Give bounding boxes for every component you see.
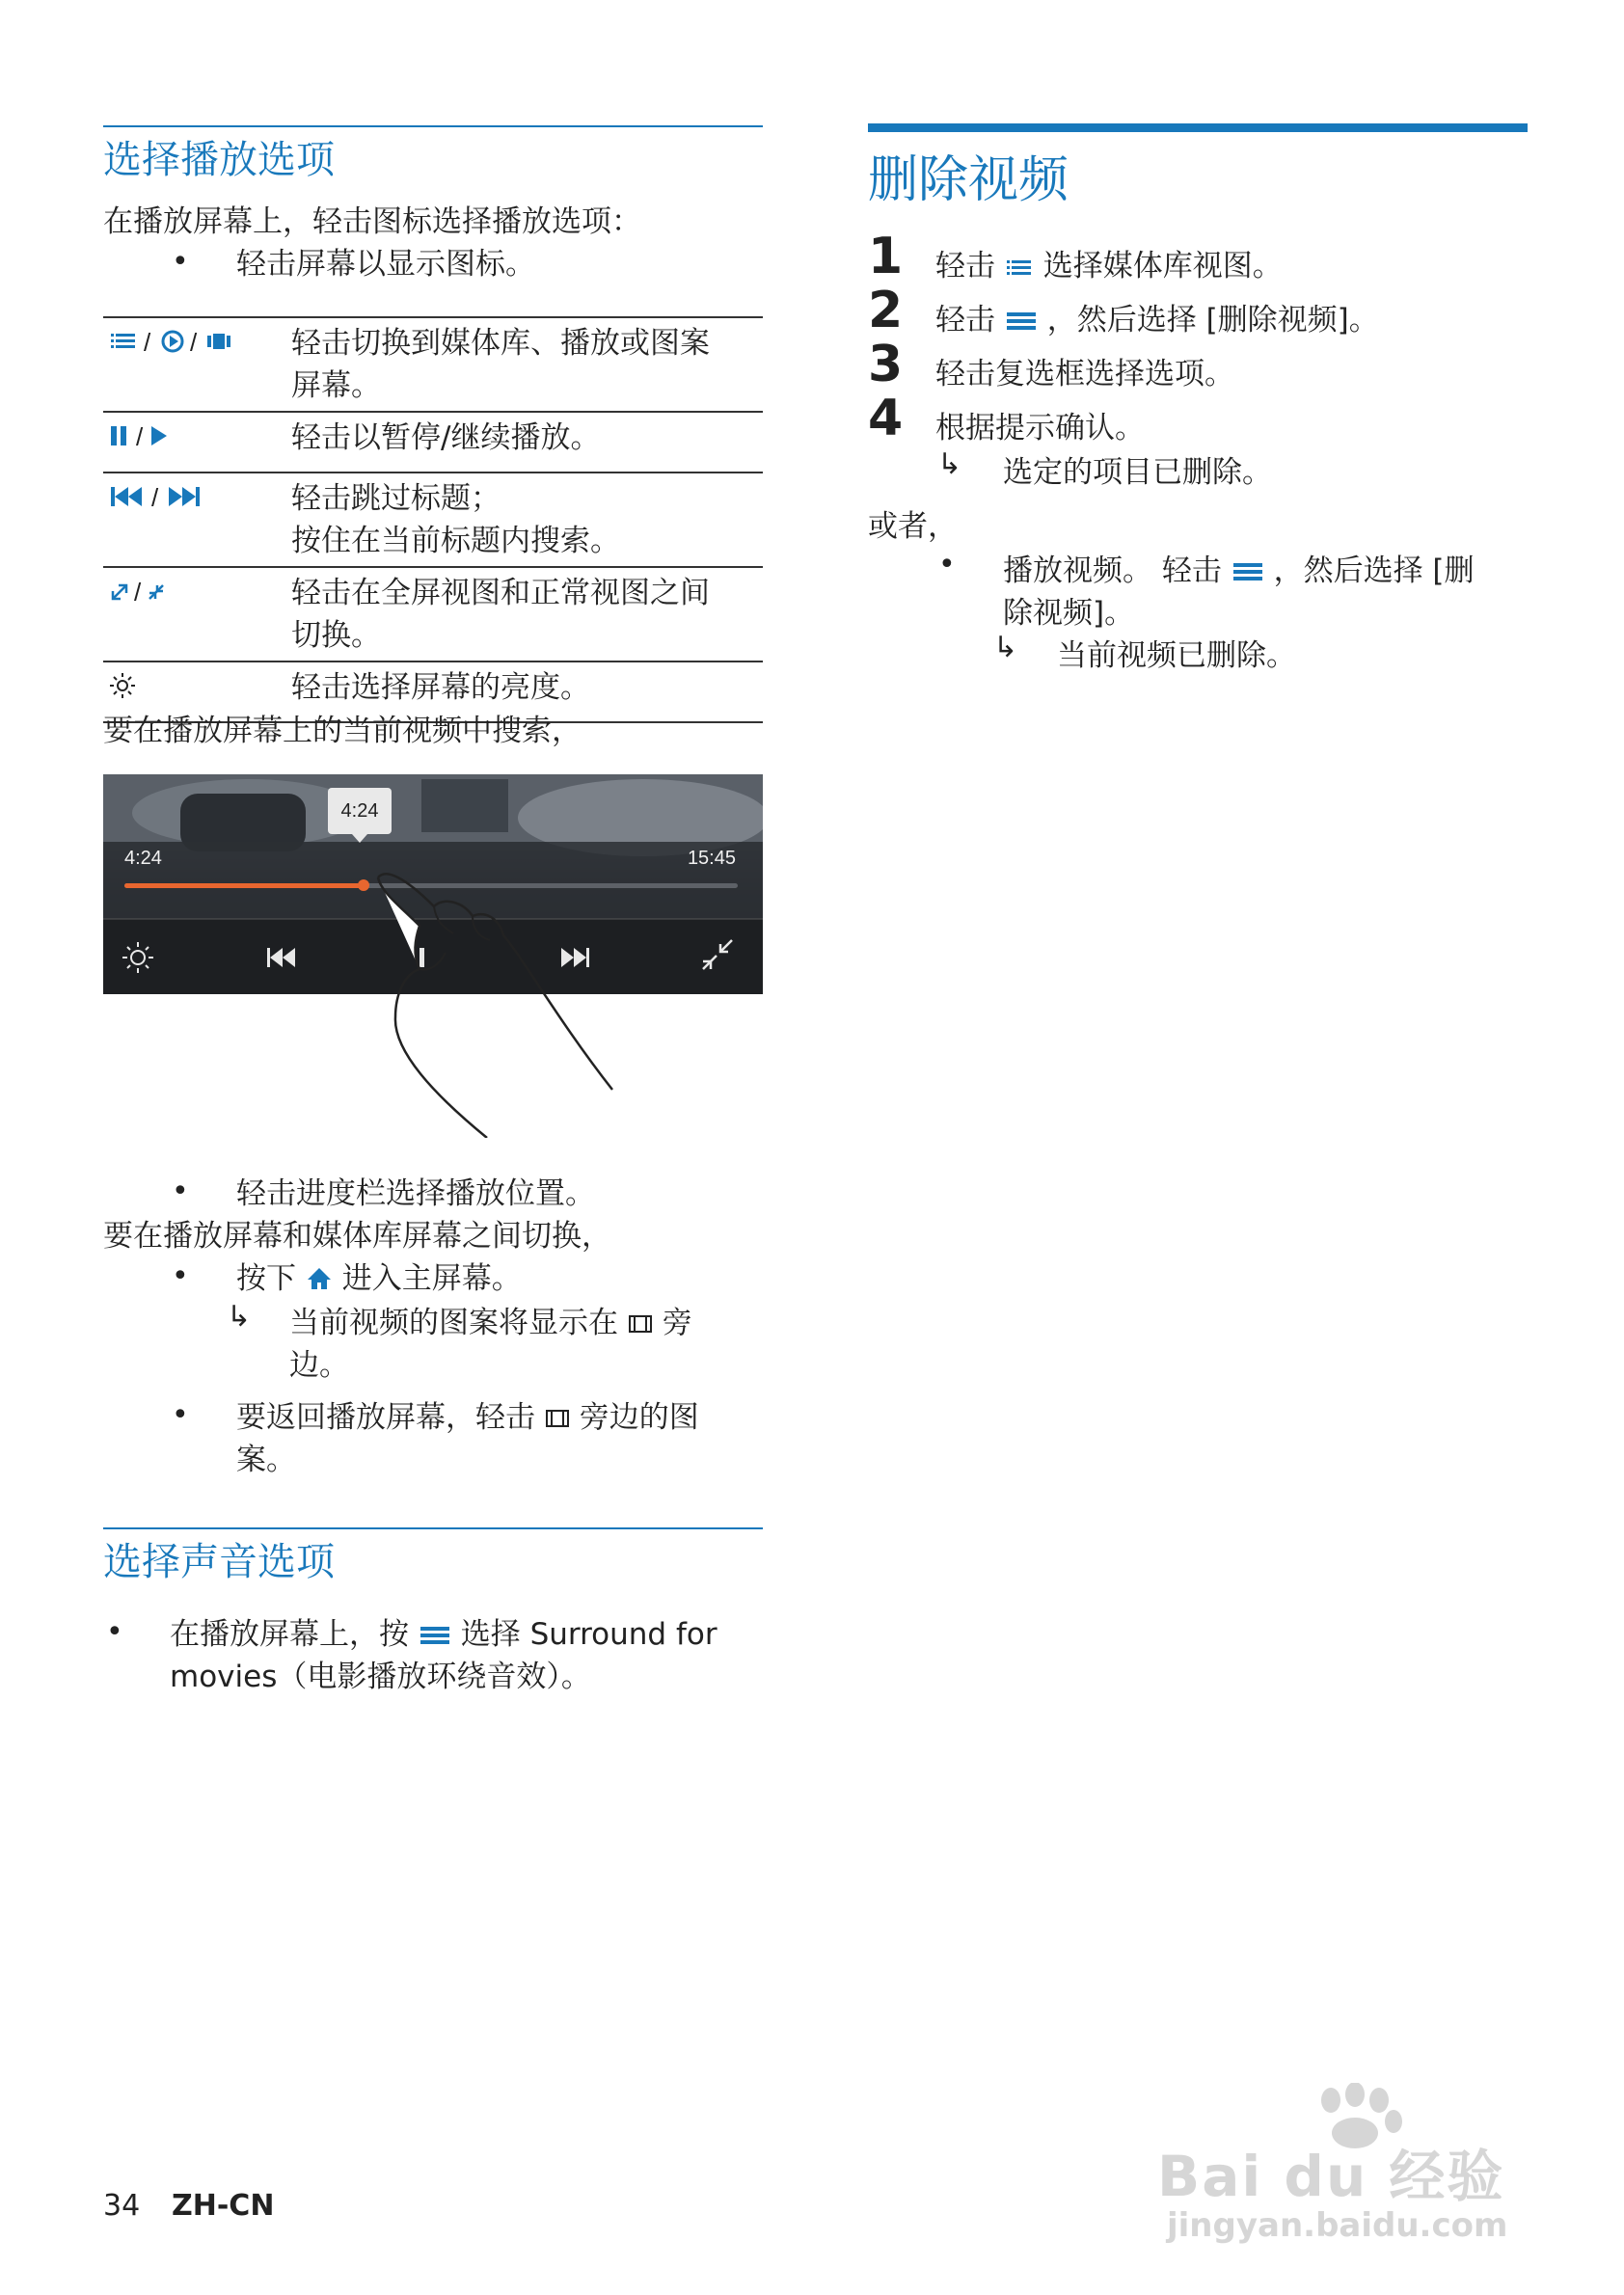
language-code: ZH-CN	[172, 2189, 275, 2223]
bullet: •	[172, 1174, 189, 1208]
brightness-control-icon	[122, 942, 153, 973]
desc-line: 轻击跳过标题；	[291, 481, 501, 516]
film-strip-icon	[628, 1313, 653, 1335]
switch-heading: 要在播放屏幕和媒体库屏幕之间切换，	[103, 1219, 611, 1254]
section-rule	[103, 1527, 763, 1529]
step-3-text: 轻击复选框选择选项。	[935, 357, 1234, 392]
section-rule-thick	[868, 123, 1528, 132]
fullscreen-toggle-icons	[103, 567, 291, 662]
table-desc	[291, 567, 763, 662]
switch-bullet-2	[236, 1396, 699, 1440]
elapsed-time: 4:24	[124, 848, 162, 869]
intro-text: 在播放屏幕上，轻击图标选择播放选项：	[103, 204, 641, 239]
switch-arrow-text-cont: 边。	[289, 1348, 349, 1383]
step-1-b: 选择媒体库视图。	[1042, 249, 1283, 284]
table-row	[103, 567, 763, 662]
search-heading: 要在播放屏幕上的当前视频中搜索，	[103, 714, 582, 748]
step-number: 2	[868, 282, 904, 339]
desc-line: 屏幕。	[291, 368, 381, 403]
table-desc	[291, 317, 763, 412]
step-4-text: 根据提示确认。	[935, 411, 1145, 446]
sound-text	[170, 1613, 717, 1657]
table-desc	[291, 412, 763, 472]
progress-fill	[124, 883, 364, 888]
desc-line: 轻击在全屏视图和正常视图之间	[291, 576, 710, 610]
time-tooltip: 4:24	[328, 788, 392, 834]
section-title-sound: 选择声音选项	[103, 1540, 335, 1584]
result-arrow-icon: ↳	[937, 447, 962, 481]
step-number: 1	[868, 228, 904, 285]
table-row	[103, 412, 763, 472]
svg-text:/: /	[144, 328, 151, 357]
desc-line: 按住在当前标题内搜索。	[291, 524, 620, 558]
watermark-url: jingyan.baidu.com	[1167, 2206, 1508, 2245]
table-desc	[291, 472, 763, 567]
sound-text-b: 选择 Surround for	[460, 1617, 717, 1652]
bullet: •	[172, 1259, 189, 1293]
library-play-pattern-icons	[103, 317, 291, 412]
table-row	[103, 317, 763, 412]
baidu-watermark	[1157, 2083, 1543, 2247]
result-arrow-icon: ↳	[993, 631, 1018, 664]
svg-text:/: /	[190, 328, 198, 357]
bullet: •	[172, 1398, 189, 1432]
menu-icon	[1005, 310, 1038, 333]
desc-line: 切换。	[291, 618, 381, 653]
skip-prev-next-icons	[103, 472, 291, 567]
switch-b1-text-a: 按下	[236, 1261, 296, 1296]
total-time: 15:45	[687, 848, 736, 869]
switch-b2-text-b: 旁边的图	[579, 1400, 699, 1435]
switch-arrow-text	[289, 1302, 692, 1345]
desc-line: 轻击以暂停/继续播放。	[291, 420, 601, 455]
desc-line: 轻击切换到媒体库、播放或图案	[291, 326, 710, 361]
alt-text-b: ，然后选择 [删	[1273, 554, 1475, 588]
switch-bullet-1	[236, 1257, 522, 1301]
switch-bullet-2-cont: 案。	[236, 1443, 296, 1477]
alternative-text	[1003, 546, 1475, 589]
library-icon	[1005, 256, 1034, 278]
previous-control-icon	[267, 948, 295, 967]
alternative-label: 或者，	[868, 509, 958, 544]
menu-icon	[419, 1624, 451, 1647]
switch-b1-text-b: 进入主屏幕。	[341, 1261, 522, 1296]
page-number: 34	[103, 2189, 141, 2223]
section-rule	[103, 125, 763, 127]
film-strip-icon	[545, 1408, 570, 1429]
exit-fullscreen-control-icon	[703, 940, 732, 969]
step-4-result: 选定的项目已删除。	[1003, 455, 1272, 490]
step-2-a: 轻击	[935, 303, 995, 338]
alternative-result: 当前视频已删除。	[1057, 638, 1296, 673]
pause-play-icons	[103, 412, 291, 472]
alternative-text-cont: 除视频]。	[1003, 596, 1135, 631]
bullet: •	[106, 1615, 123, 1649]
section-title-playback: 选择播放选项	[103, 138, 335, 182]
svg-text:/: /	[136, 422, 144, 451]
step-2-text	[935, 295, 1379, 338]
watermark-brand: Bai du 经验	[1157, 2144, 1505, 2209]
section-title-delete: 删除视频	[868, 151, 1069, 209]
sound-text-a: 在播放屏幕上，按	[170, 1617, 409, 1652]
bullet: •	[938, 548, 956, 581]
step-1-text	[935, 241, 1283, 284]
desc-line: 轻击选择屏幕的亮度。	[291, 670, 590, 705]
svg-text:/: /	[134, 578, 142, 607]
hand-pointer-illustration	[376, 849, 627, 1138]
progress-handle[interactable]	[358, 879, 369, 891]
bullet: •	[172, 245, 189, 279]
alt-text-a: 播放视频。 轻击	[1003, 554, 1222, 588]
step-1-a: 轻击	[935, 249, 995, 284]
result-arrow-icon: ↳	[227, 1300, 252, 1334]
options-table	[103, 316, 763, 723]
step-number: 3	[868, 336, 904, 393]
menu-icon	[1232, 560, 1264, 583]
tooltip-pointer	[352, 834, 367, 843]
sound-text-cont: movies（电影播放环绕音效）。	[170, 1660, 591, 1694]
switch-arrow-a: 当前视频的图案将显示在	[289, 1306, 618, 1340]
step-number: 4	[868, 390, 904, 447]
progress-bullet-text: 轻击进度栏选择播放位置。	[236, 1176, 595, 1211]
switch-arrow-b: 旁	[662, 1306, 692, 1340]
switch-b2-text-a: 要返回播放屏幕，轻击	[236, 1400, 535, 1435]
table-row	[103, 472, 763, 567]
step-2-b: ，然后选择 [删除视频]。	[1046, 303, 1379, 338]
intro-bullet-text: 轻击屏幕以显示图标。	[236, 247, 535, 282]
svg-text:/: /	[151, 483, 159, 512]
home-icon	[306, 1266, 333, 1291]
